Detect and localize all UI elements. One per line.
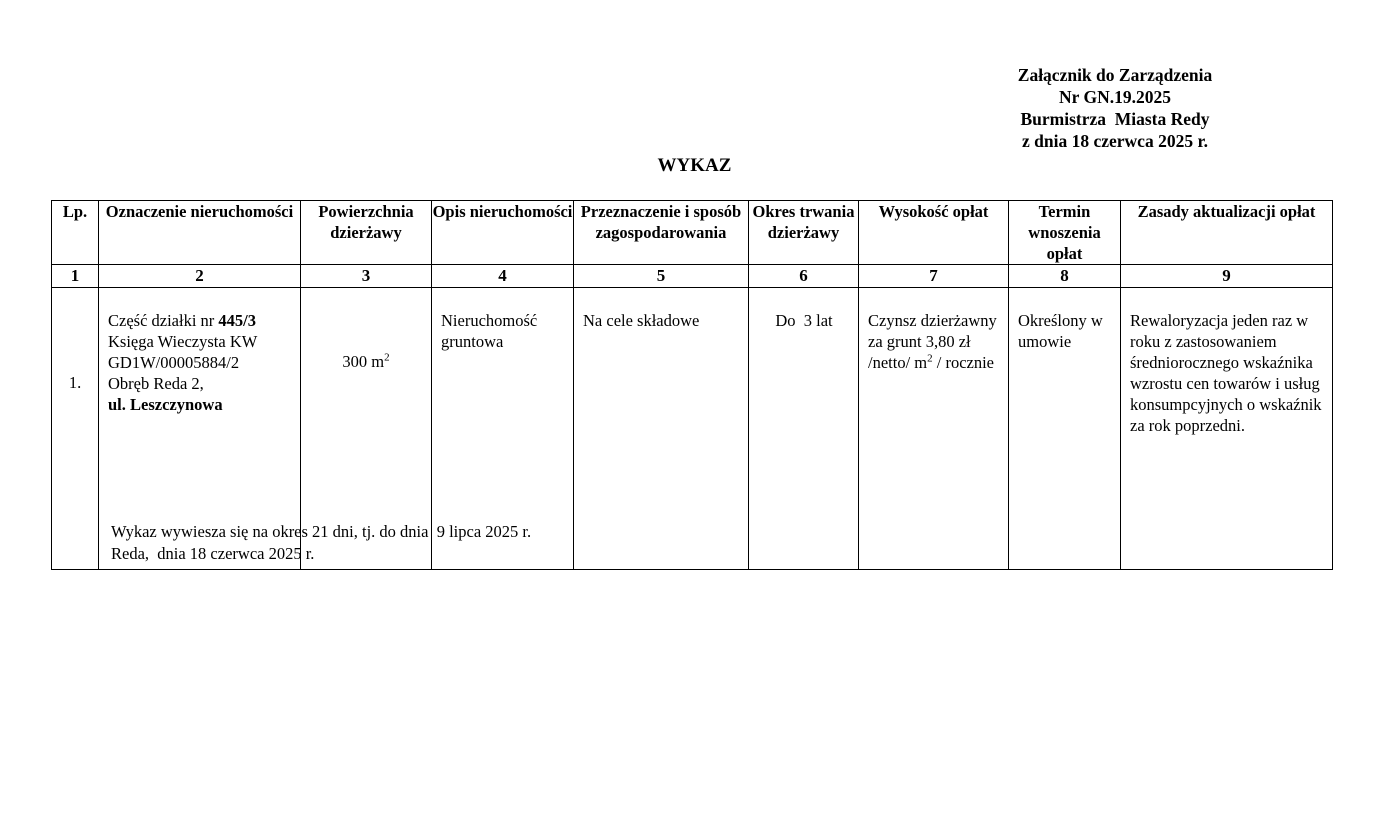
- column-number: 1: [52, 265, 99, 288]
- column-number: 3: [301, 265, 432, 288]
- land-register-label: Księga Wieczysta KW: [108, 332, 258, 351]
- header-line-mayor: Burmistrza Miasta Redy: [1020, 109, 1210, 129]
- header-line-date: z dnia 18 czerwca 2025 r.: [1022, 131, 1208, 151]
- col-header-purpose: Przeznaczenie i sposób zagospodarowania: [574, 201, 749, 265]
- column-number: 5: [574, 265, 749, 288]
- designation-prefix: Część działki nr: [108, 311, 219, 330]
- cell-period: Do 3 lat: [749, 288, 859, 570]
- header-line-number: Nr GN.19.2025: [1059, 87, 1171, 107]
- lease-table: [51, 200, 1333, 570]
- fee-line: Czynsz dzierżawny: [868, 311, 997, 330]
- col-header-area: Powierzchnia dzierżawy: [301, 201, 432, 265]
- cell-update-rules: Rewaloryzacja jeden raz w roku z zastosowaniem średniorocznego wskaźnika wzrostu cen towarów i usług konsumpcyjnych o wskaźnik za rok poprzedni.: [1121, 288, 1333, 570]
- col-header-fee: Wysokość opłat: [859, 201, 1009, 265]
- column-number: 8: [1009, 265, 1121, 288]
- footer-note: [111, 521, 531, 565]
- fee-unit-line: [868, 352, 1008, 373]
- area-value: 300 m: [342, 352, 385, 371]
- column-number: 7: [859, 265, 1009, 288]
- cell-purpose: Na cele składowe: [574, 288, 749, 570]
- header-line-annex: Załącznik do Zarządzenia: [1017, 65, 1213, 85]
- col-header-designation: Oznaczenie nieruchomości: [99, 201, 301, 265]
- cell-lp: 1.: [52, 288, 99, 570]
- col-header-update-rules: Zasady aktualizacji opłat: [1121, 201, 1333, 265]
- street-name: ul. Leszczynowa: [108, 395, 223, 414]
- cell-fee: [859, 288, 1009, 570]
- column-number: 6: [749, 265, 859, 288]
- ordinance-header: [995, 64, 1235, 152]
- column-number: 9: [1121, 265, 1333, 288]
- cadastral-district: Obręb Reda 2,: [108, 374, 204, 393]
- column-number: 2: [99, 265, 301, 288]
- col-header-period: Okres trwania dzierżawy: [749, 201, 859, 265]
- fee-line: za grunt 3,80 zł: [868, 332, 971, 351]
- col-header-description: Opis nieruchomości: [432, 201, 574, 265]
- col-header-payment-term: Termin wnoszenia opłat: [1009, 201, 1121, 265]
- column-number-row: [52, 265, 1333, 288]
- land-register-number: GD1W/00005884/2: [108, 353, 240, 372]
- column-number: 4: [432, 265, 574, 288]
- footer-place-date: Reda, dnia 18 czerwca 2025 r.: [111, 544, 315, 563]
- table-header-row: [52, 201, 1333, 265]
- fee-unit-part: /netto/ m: [868, 353, 928, 372]
- cell-description: Nieruchomość gruntowa: [432, 288, 574, 570]
- designation-plot-line: [108, 310, 292, 331]
- footer-posting-period: Wykaz wywiesza się na okres 21 dni, tj. do dnia 9 lipca 2025 r.: [111, 522, 532, 541]
- area-unit-exponent: 2: [384, 351, 390, 364]
- fee-unit-exponent: 2: [927, 352, 933, 365]
- cell-payment-term: Określony w umowie: [1009, 288, 1121, 570]
- col-header-lp: Lp.: [52, 201, 99, 265]
- plot-number: 445/3: [218, 311, 257, 330]
- page-title: WYKAZ: [657, 155, 732, 176]
- fee-unit-part: / rocznie: [932, 353, 995, 372]
